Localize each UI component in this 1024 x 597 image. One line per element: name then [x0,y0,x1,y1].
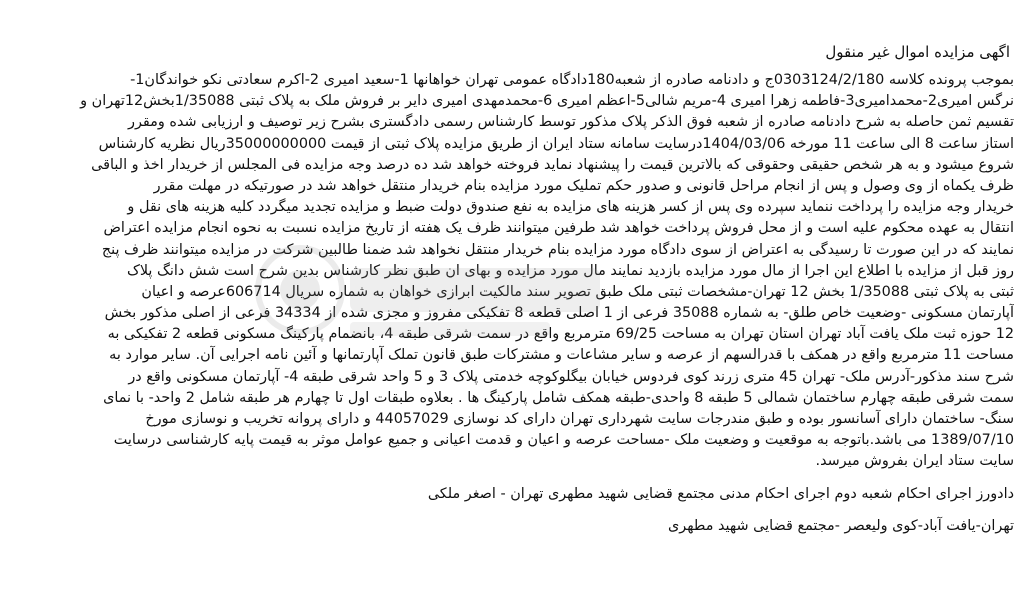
notice-line: آپارتمان مسکونی -وضعیت خاص طلق- به شماره 35088 فرعی از 1 اصلی قطعه 8 تفکیکی مفروز و مجزی شده از 34334 فرعی از اصلی مذکور بخش [104,305,1014,322]
notice-line: ثبتی به پلاک ثبتی 1/35088 بخش 12 تهران-مشخصات ثبتی ملک طبق تصویر سند مالکیت ابرازی خواهان به شماره سریال 606714عرصه و اعیان [141,283,1014,300]
notice-line: سنگ- ساختمان دارای آسانسور بوده و طبق مندرجات سایت شهرداری تهران دارای کد نوسازی 44057029 و دارای پروانه تخریب و نوسازی مورخ [145,411,1014,427]
notice-line: مساحت 11 مترمربع واقع در همکف با قدرالسهم از عرصه و سایر مشاعات و مشترکات طبق قانون تملک آپارتمانها و آئین نامه اجرایی آن. سایر موارد به [109,347,1014,364]
notice-address: تهران-یافت آباد-کوی ولیعصر -مجتمع قضایی شهید مطهری [668,517,1014,534]
notice-line: تقسیم ثمن حاصله به شرح دادنامه صادره از شعبه فوق الذکر پلاک مذکور توسط کارشناس رسمی دادگستری بشرح زیر توصیف و ارزیابی شده ومقرر [128,114,1014,131]
notice-line: 12 حوزه ثبت ملک یافت آباد تهران استان تهران به مساحت 69/25 مترمربع واقع در سمت شرقی طبقه 4، بانضمام پارکینگ مسکونی قطعه 2 تفکیکی به [107,326,1014,343]
notice-line: نمایند که در این صورت تا رسیدگی به اعتراض از سوی دادگاه مورد مزایده بنام خریدار منتقل نخواهد شد ضمنا طالبین شرکت در مزایده میتوانند ظرف پنج [101,241,1014,258]
notice-line: سایت ستاد ایران بفروش میرسد. [815,453,1014,470]
notice-line: روز قبل از مزایده با اطلاع این اجرا از مال مورد مزایده بازدید نمایند مال مورد مزایده و بهای ان طبق نظر کارشناس بدین شرح است شش دانگ پلاک [126,262,1014,279]
notice-line: سمت شرقی طبقه چهارم ساختمان شمالی 5 طبقه 8 واحدی-طبقه همکف شامل پارکینگ ها . بعلاوه طبقات اول تا چهارم هر طبقه شامل 2 واحد- با نمای [103,389,1014,406]
notice-line: انتقال به عهده محکوم علیه است و از محل فروش پرداخت خواهد شد طرفین میتوانند ظرف یک هفته از تاریخ مزایده نسبت به نحوه انجام مزایده اعتراض [103,220,1014,237]
notice-line: نرگس امیری2-محمدامیری3-فاطمه زهرا امیری 4-مریم شالی5-اعظم امیری 6-محمدمهدی امیری دایر بر فروش ملک به پلاک ثبتی 1/35088بخش12تهران و [80,93,1014,110]
notice-line: خریدار وجه مزایده را پرداخت ننماید سپرده وی پس از کسر هزینه های مزایده به نفع صندوق دولت ضبط و مزایده تجدید میگردد کلیه هزینه های نقل و [127,199,1014,216]
notice-line: استاز ساعت 8 الی ساعت 11 مورخه 1404/03/06درسایت سامانه ستاد ایران از طریق مزایده پلاک ثبتی از قیمت 35000000000ریال نظریه کارشناس [98,135,1014,152]
notice-line: شرح سند مذکور-آدرس ملک- تهران 45 متری زرند کوی فردوس خیابان بیگلوکوچه خدمتی پلاک 3 و 5 واحد شرقی طبقه 4- آپارتمان مسکونی واقع در [128,368,1014,385]
notice-line: 1389/07/10 می باشد.باتوجه به موقعیت و وضعیت ملک -مساحت عرصه و اعیان و قدمت اعیانی و جمیع عوامل موثر به قیمت پایه کارشناسی درسایت [113,432,1014,449]
notice-body [12,70,1014,473]
notice-line: ظرف یکماه از وی وصول و پس از انجام مراحل قانونی و صدور حکم تملیک مورد مزایده بنام خریدار منتقل خواهد شد در صورتیکه در مهلت مقرر [153,177,1014,194]
notice-signature: دادورز اجرای احکام شعبه دوم اجرای احکام مدنی مجتمع قضایی شهید مطهری تهران - اصغر ملکی [427,485,1014,502]
notice-title: اگهی مزایده اموال غیر منقول [825,43,1010,61]
notice-line: بموجب پرونده کلاسه 0303124/2/180ج و دادنامه صادره از شعبه180دادگاه عمومی تهران خواهانها 1-سعید امیری 2-اکرم سعادتی نکو خواندگان1- [130,72,1014,88]
notice-line: شروع میشود و به هر شخص حقیقی وحقوقی که بالاترین قیمت را پیشنهاد نماید فروخته خواهد شد ده درصد وجه مزایده فی المجلس از خریدار اخذ و الباقی [91,156,1014,173]
